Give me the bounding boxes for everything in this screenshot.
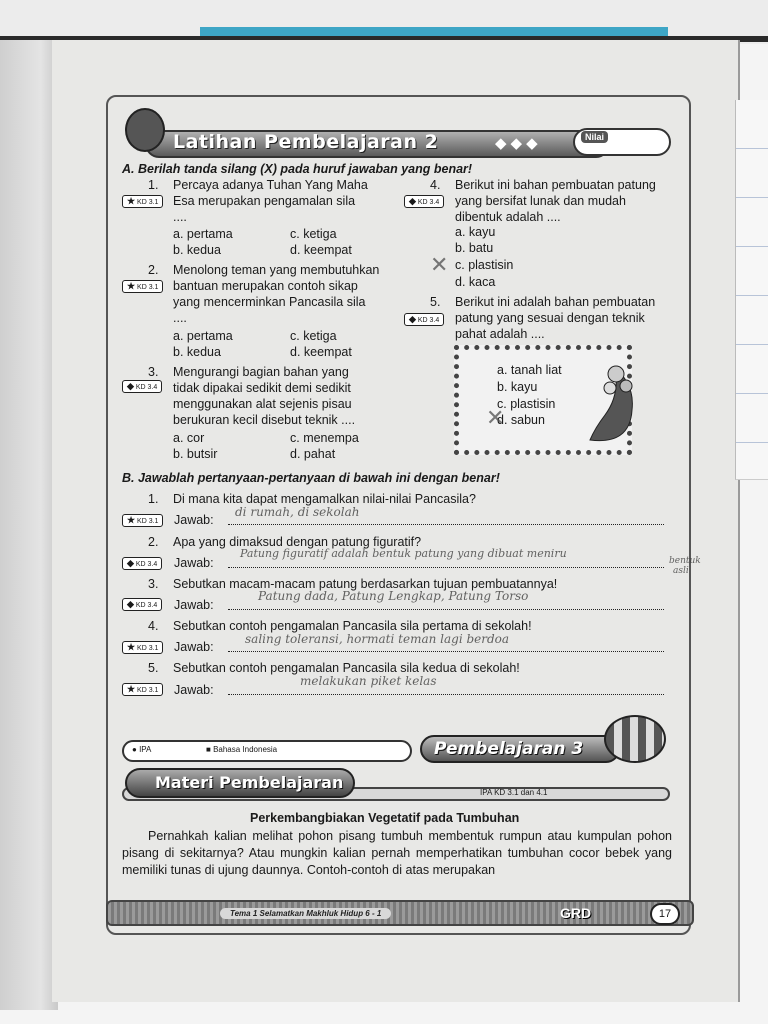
kd-badge: ★ KD 3.1 xyxy=(122,514,163,527)
kd-badge: ★ KD 3.1 xyxy=(122,683,163,696)
materi-title: Materi Pembelajaran xyxy=(155,773,344,792)
kd-badge: ◆ KD 3.4 xyxy=(122,598,162,611)
option[interactable]: a. cor xyxy=(173,431,205,445)
question-text: Sebutkan macam-macam patung berdasarkan tujuan pembuatannya! xyxy=(173,577,558,591)
question-line: yang mencerminkan Pancasila sila xyxy=(173,295,366,309)
answer-cross-mark: ✕ xyxy=(430,252,449,277)
answer-line[interactable] xyxy=(228,694,664,695)
question-line: patung yang sesuai dengan teknik xyxy=(455,311,645,325)
mascot-icon xyxy=(125,108,165,152)
question-line: tidak dipakai sedikit demi sedikit xyxy=(173,381,351,395)
section-b-instruction: B. Jawablah pertanyaan-pertanyaan di bawah ini dengan benar! xyxy=(122,471,500,485)
paper-flap xyxy=(735,100,768,480)
handwritten-answer: saling toleransi, hormati teman lagi berdoa xyxy=(245,632,510,646)
option[interactable]: d. keempat xyxy=(290,345,352,359)
option[interactable]: c. plastisin xyxy=(497,397,556,411)
page-number: 17 xyxy=(650,903,680,925)
question-number: 1. xyxy=(148,178,159,192)
question-number: 3. xyxy=(148,577,159,591)
question-line: menggunakan alat sejenis pisau xyxy=(173,397,352,411)
subject-legend-bar xyxy=(122,740,412,762)
question-text: Di mana kita dapat mengamalkan nilai-nilai Pancasila? xyxy=(173,492,476,506)
question-line: Esa merupakan pengamalan sila xyxy=(173,194,356,208)
kd-badge: ◆ KD 3.4 xyxy=(122,557,162,570)
jawab-label: Jawab: xyxy=(174,513,214,527)
section-a-instruction: A. Berilah tanda silang (X) pada huruf jawaban yang benar! xyxy=(122,162,473,176)
option[interactable]: a. tanah liat xyxy=(497,363,562,377)
jawab-label: Jawab: xyxy=(174,598,214,612)
ipa-legend: ● IPA xyxy=(132,745,152,754)
question-number: 4. xyxy=(148,619,159,633)
option[interactable]: c. menempa xyxy=(290,431,359,445)
page-footer xyxy=(106,900,694,926)
bi-legend: ■ Bahasa Indonesia xyxy=(206,745,278,754)
question-number: 3. xyxy=(148,365,159,379)
footer-theme: Tema 1 Selamatkan Makhluk Hidup 6 - 1 xyxy=(220,908,391,919)
exercise-banner xyxy=(125,128,670,160)
jawab-label: Jawab: xyxy=(174,556,214,570)
question-number: 4. xyxy=(430,178,441,192)
option[interactable]: a. kayu xyxy=(455,225,496,239)
option[interactable]: a. pertama xyxy=(173,329,233,343)
kd-badge: ◆ KD 3.4 xyxy=(122,380,162,393)
handwritten-answer: bentuk xyxy=(669,556,701,566)
option[interactable]: b. kayu xyxy=(497,380,538,394)
kd-badge: ★ KD 3.1 xyxy=(122,280,163,293)
question-line: .... xyxy=(173,210,187,224)
pembelajaran-banner xyxy=(420,735,620,763)
question-number: 5. xyxy=(430,295,441,309)
option[interactable]: b. kedua xyxy=(173,243,221,257)
lesson-paragraph: Pernahkah kalian melihat pohon pisang tumbuh membentuk rumpun atau kumpulan pohon pisang di sekitarnya? Atau mungkin kalian pernah memperhatikan tumbuhan cocor bebek yang memiliki tunas di ujung daunnya. Contoh-contoh di atas merupakan xyxy=(122,829,672,877)
kd-badge: ◆ KD 3.4 xyxy=(404,313,444,326)
question-line: Berikut ini bahan pembuatan patung xyxy=(455,178,656,192)
option[interactable]: d. kaca xyxy=(455,275,496,289)
question-text: Apa yang dimaksud dengan patung figuratif? xyxy=(173,535,422,549)
handwritten-answer: asli xyxy=(673,566,689,576)
handwritten-answer: di rumah, di sekolah xyxy=(235,505,360,519)
kd-reference: IPA KD 3.1 dan 4.1 xyxy=(480,788,548,797)
option[interactable]: c. plastisin xyxy=(455,258,514,272)
option[interactable]: b. batu xyxy=(455,241,494,255)
question-line: .... xyxy=(173,311,187,325)
question-number: 1. xyxy=(148,492,159,506)
cornucopia-icon xyxy=(580,360,640,450)
kd-badge: ★ KD 3.1 xyxy=(122,641,163,654)
option[interactable]: b. kedua xyxy=(173,345,221,359)
option[interactable]: c. ketiga xyxy=(290,329,337,343)
question-line: yang bersifat lunak dan mudah xyxy=(455,194,626,208)
question-line: pahat adalah .... xyxy=(455,327,545,341)
question-line: Percaya adanya Tuhan Yang Maha xyxy=(173,178,368,192)
handwritten-answer: melakukan piket kelas xyxy=(300,674,437,688)
lesson-heading: Perkembangbiakan Vegetatif pada Tumbuhan xyxy=(250,811,520,825)
question-line: berukuran kecil disebut teknik .... xyxy=(173,413,356,427)
option[interactable]: d. pahat xyxy=(290,447,336,461)
publisher-logo: GRD xyxy=(560,905,592,921)
banner-title: Latihan Pembelajaran 2 xyxy=(173,131,439,153)
question-number: 2. xyxy=(148,535,159,549)
answer-line[interactable] xyxy=(228,524,664,525)
question-text: Sebutkan contoh pengamalan Pancasila sila kedua di sekolah! xyxy=(173,661,520,675)
question-line: dibentuk adalah .... xyxy=(455,210,561,224)
materi-banner xyxy=(125,768,355,798)
question-text: Sebutkan contoh pengamalan Pancasila sila pertama di sekolah! xyxy=(173,619,532,633)
jawab-label: Jawab: xyxy=(174,640,214,654)
diamond-icons: ◆◆◆ xyxy=(495,135,542,152)
answer-line[interactable] xyxy=(228,651,664,652)
question-line: Mengurangi bagian bahan yang xyxy=(173,365,349,379)
question-line: Menolong teman yang membutuhkan xyxy=(173,263,380,277)
option[interactable]: c. ketiga xyxy=(290,227,337,241)
question-line: Berikut ini adalah bahan pembuatan xyxy=(455,295,656,309)
option[interactable]: d. sabun xyxy=(497,413,545,427)
score-label: Nilai xyxy=(581,131,608,143)
answer-cross-mark: ✕ xyxy=(486,405,505,430)
option[interactable]: a. pertama xyxy=(173,227,233,241)
kd-badge: ◆ KD 3.4 xyxy=(404,195,444,208)
kd-badge: ★ KD 3.1 xyxy=(122,195,163,208)
option[interactable]: b. butsir xyxy=(173,447,218,461)
question-line: bantuan merupakan contoh sikap xyxy=(173,279,358,293)
answer-line[interactable] xyxy=(228,567,664,568)
pembelajaran-title: Pembelajaran 3 xyxy=(434,739,584,759)
handwritten-answer: Patung dada, Patung Lengkap, Patung Torso xyxy=(258,589,529,603)
answer-line[interactable] xyxy=(228,609,664,610)
score-box xyxy=(573,128,671,156)
handwritten-answer: Patung figuratif adalah bentuk patung yang dibuat meniru xyxy=(240,547,567,560)
question-number: 2. xyxy=(148,263,159,277)
bee-icon xyxy=(604,715,666,763)
book-spine xyxy=(0,40,58,1010)
question-number: 5. xyxy=(148,661,159,675)
jawab-label: Jawab: xyxy=(174,683,214,697)
option[interactable]: d. keempat xyxy=(290,243,352,257)
